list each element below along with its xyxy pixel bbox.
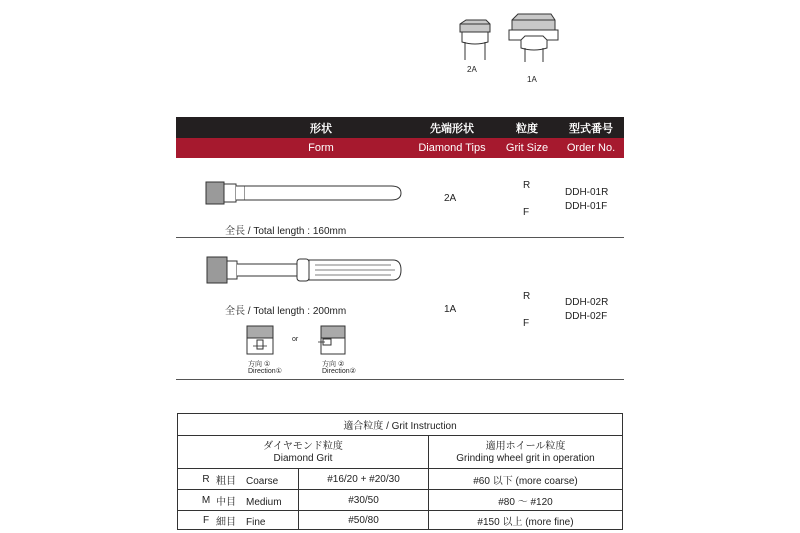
- product-2-order-r: DDH-02R: [565, 297, 609, 308]
- grit-col1-jp: ダイヤモンド粒度: [263, 440, 343, 452]
- row-divider: [176, 237, 624, 238]
- grit-row-m-wheel: #80 ～ #120: [498, 496, 553, 508]
- product-2-grit-r: R: [523, 291, 531, 302]
- direction-2-en: Direction②: [322, 368, 356, 375]
- product-1-order-r: DDH-01R: [565, 187, 609, 198]
- direction-2-jp: 方向 ②: [322, 361, 345, 368]
- grit-col2-jp: 適用ホイール粒度: [485, 440, 566, 452]
- grit-instruction-table: [177, 413, 623, 530]
- product-1-length: 全長 / Total length : 160mm: [225, 226, 347, 237]
- tip-2a-label: 2A: [467, 65, 477, 74]
- grit-row-f-label: 細目 Fine: [216, 517, 266, 528]
- grit-row-f-wheel: #150 以上 (more fine): [477, 517, 574, 528]
- dresser-200mm-icon: [205, 255, 405, 289]
- dresser-160mm-icon: [205, 178, 405, 212]
- grit-row-f-code: F: [202, 515, 210, 526]
- grit-row-r-wheel: #60 以下 (more coarse): [473, 475, 578, 487]
- grit-row-r-code: R: [202, 473, 210, 485]
- header-order-en: Order No.: [566, 142, 616, 154]
- header-order-jp: 型式番号: [569, 122, 613, 135]
- header-grit-en: Grit Size: [505, 142, 549, 154]
- direction-1-icon: [247, 326, 273, 354]
- grit-row-f-diamond: #50/80: [348, 515, 379, 526]
- grit-row-r-label: 粗目 Coarse: [216, 475, 279, 487]
- direction-1-jp: 方向 ①: [248, 361, 271, 368]
- grit-row-m-diamond: #30/50: [348, 494, 379, 506]
- tip-1a-icon: [509, 14, 558, 62]
- product-1-grit-r: R: [523, 180, 531, 191]
- header-tips-jp: 先端形状: [430, 122, 474, 135]
- grit-row-m-code: M: [201, 494, 211, 506]
- product-2-tip: 1A: [444, 304, 457, 315]
- table-header-jp: [176, 117, 624, 138]
- grit-col2-en: Grinding wheel grit in operation: [456, 452, 595, 464]
- grit-col1-en: Diamond Grit: [273, 452, 333, 464]
- header-grit-jp: 粒度: [516, 122, 538, 135]
- grit-row-r-diamond: #16/20 + #20/30: [327, 473, 400, 485]
- direction-2-icon: [318, 326, 345, 354]
- table-bottom-rule: [176, 379, 624, 380]
- product-1-order-f: DDH-01F: [565, 201, 608, 212]
- product-2-length: 全長 / Total length : 200mm: [225, 306, 347, 317]
- product-2-grit-f: F: [523, 318, 530, 329]
- header-form-jp: 形状: [310, 122, 332, 135]
- grit-table-title: 適合粒度 / Grit Instruction: [343, 421, 457, 432]
- direction-or: or: [292, 336, 299, 343]
- product-2-order-f: DDH-02F: [565, 311, 608, 322]
- grit-row-m-label: 中目 Medium: [216, 496, 282, 508]
- tip-1a-label: 1A: [527, 75, 537, 84]
- header-tips-en: Diamond Tips: [418, 142, 486, 154]
- tip-2a-icon: [460, 20, 490, 60]
- product-1-grit-f: F: [523, 207, 530, 218]
- header-form-en: Form: [308, 142, 334, 154]
- product-1-tip: 2A: [444, 193, 457, 204]
- direction-1-en: Direction①: [248, 368, 282, 375]
- table-header-en: [176, 138, 624, 158]
